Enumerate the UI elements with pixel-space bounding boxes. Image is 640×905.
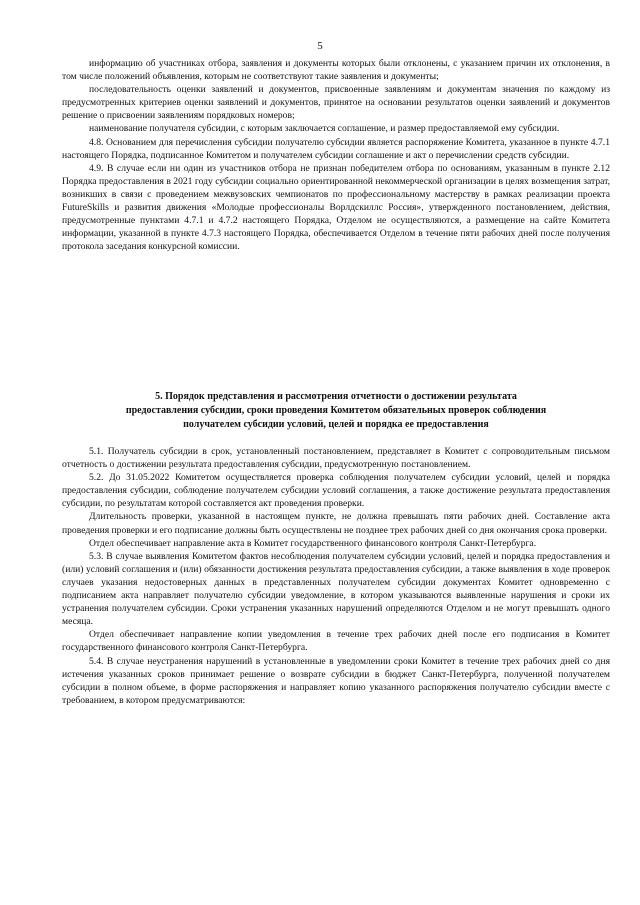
section-heading-line: 5. Порядок представления и рассмотрения отчетности о достижении результата <box>155 391 517 402</box>
paragraph: Длительность проверки, указанной в настоящем пункте, не должна превышать пяти рабочих дней. Составление акта проведения проверки и его подписание должны быть осуществлены не позднее трех рабочих дней со дня окончания срока проверки. <box>62 511 610 536</box>
top-text-block <box>62 57 610 253</box>
paragraph-5-2: 5.2. До 31.05.2022 Комитетом осуществляется проверка соблюдения получателем субсидии условий, целей и порядка предоставления субсидии, соблюдение получателем субсидии условий соглашения, а также достижение результата предоставления субсидии, по результатам которой составляется акт проведения проверки. <box>62 472 610 510</box>
section-heading-line: получателем субсидии условий, целей и порядка ее предоставления <box>183 419 489 430</box>
paragraph-4-8: 4.8. Основанием для перечисления субсидии получателю субсидии является распоряжение Комитета, указанное в пункте 4.7.1 настоящего Порядка, подписанное Комитетом и получателем субсидии соглашение и акт о перечислении средств субсидии. <box>62 136 610 161</box>
paragraph: наименование получателя субсидии, с которым заключается соглашение, и размер предоставляемой ему субсидии. <box>89 123 560 135</box>
paragraph: Отдел обеспечивает направление акта в Комитет государственного финансового контроля Санкт-Петербурга. <box>89 537 537 549</box>
paragraph: последовательность оценки заявлений и документов, присвоенные заявлениям и документам значения по каждому из предусмотренных критериев оценки заявлений и документов, принятое на основании результатов оценки заявлений и документов решение о присвоении заявлениям порядковых номеров; <box>62 84 610 122</box>
page-number: 5 <box>317 40 323 52</box>
bottom-text-block <box>62 445 610 707</box>
paragraph-4-9: 4.9. В случае если ни один из участников отбора не признан победителем отбора по основаниям, указанным в пункте 2.12 Порядка предоставления в 2021 году субсидии социально ориентированной некоммерческой организации в целях возмещения затрат, возникших в связи с проведением межвузовских чемпионатов по профессиональному мастерству в рамках реализации проекта FutureSkills и развития движения «Молодые профессионалы Ворлдскиллс Россия», утвержденного постановлением, действия, предусмотренные пунктами 4.7.1 и 4.7.2 настоящего Порядка, Отделом не осуществляются, а размещение на сайте Комитета информации, указанной в пункте 4.7.3 настоящего Порядка, обеспечивается Отделом в течение пяти рабочих дней после получения протокола заседания конкурсной комиссии. <box>62 162 610 253</box>
paragraph: Отдел обеспечивает направление копии уведомления в течение трех рабочих дней после его подписания в Комитет государственного финансового контроля Санкт-Петербурга. <box>62 629 610 654</box>
paragraph-5-4: 5.4. В случае неустранения нарушений в установленные в уведомлении сроки Комитет в течение трех рабочих дней со дня истечения указанных сроков принимает решение о возврате субсидии в бюджет Санкт-Петербурга, полученной получателем субсидии в полном объеме, в форме распоряжения и направляет копию указанного распоряжения получателю субсидии вместе с требованием, в котором предусматриваются: <box>62 655 610 706</box>
section-heading <box>62 390 610 432</box>
paragraph-5-3: 5.3. В случае выявления Комитетом фактов несоблюдения получателем субсидии условий, целей и порядка предоставления и (или) условий соглашения и (или) обязанности достижения результата предоставления субсидии, а также выявления в ходе проверок случаев указания недостоверных данных в представленных получателем субсидии документах Комитет одновременно с подписанием акта направляет получателю субсидии уведомление, в котором указываются выявленные нарушения и сроки их устранения получателем субсидии. Сроки устранения указанных нарушений определяются Отделом и не могут превышать одного месяца. <box>62 550 610 628</box>
section-heading-line: предоставления субсидии, сроки проведения Комитетом обязательных проверок соблюдения <box>125 405 547 416</box>
paragraph-5-1: 5.1. Получатель субсидии в срок, установленный постановлением, представляет в Комитет с сопроводительным письмом отчетность о достижении результата предоставления субсидии, предусмотренную постановлением. <box>62 446 610 471</box>
paragraph: информацию об участниках отбора, заявления и документы которых были отклонены, с указанием причин их отклонения, в том числе положений объявления, которым не соответствуют такие заявления и документы; <box>62 58 610 83</box>
